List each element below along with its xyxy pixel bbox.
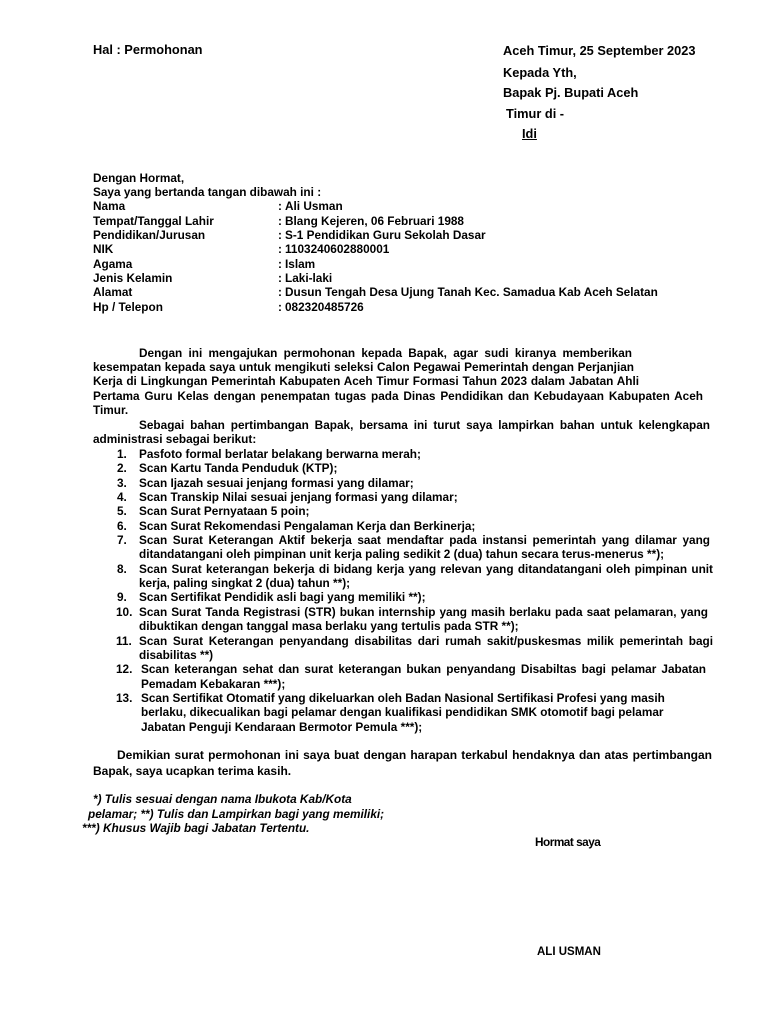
- list-item-text: ditandatangani oleh pimpinan unit kerja paling sedikit 2 (dua) tahun secara terus-menerus **);: [139, 547, 665, 561]
- identity-separator: :: [278, 271, 282, 285]
- identity-label: Hp / Telepon: [93, 300, 163, 314]
- list-item-text: Scan Surat Rekomendasi Pengalaman Kerja dan Berkinerja;: [139, 519, 476, 533]
- list-item-number: 3.: [117, 476, 127, 490]
- identity-separator: :: [278, 228, 282, 242]
- paragraph-line: Pertama Guru Kelas dengan penempatan tugas pada Dinas Pendidikan dan Kebudayaan Kabupaten Aceh: [93, 389, 703, 403]
- identity-label: Alamat: [93, 285, 133, 299]
- intro-statement: Saya yang bertanda tangan dibawah ini :: [93, 185, 322, 199]
- recipient-city: Idi: [522, 126, 537, 141]
- list-item-number: 8.: [117, 562, 127, 576]
- identity-value: Blang Kejeren, 06 Februari 1988: [285, 214, 464, 228]
- footnote-line: ***) Khusus Wajib bagi Jabatan Tertentu.: [82, 821, 310, 835]
- identity-value: Laki-laki: [285, 271, 333, 285]
- identity-separator: :: [278, 242, 282, 256]
- list-item-text: Scan Surat Keterangan penyandang disabilitas dari rumah sakit/puskesmas milik pemerintah bagi: [139, 634, 713, 648]
- list-item-number: 13.: [116, 691, 133, 705]
- identity-value: Ali Usman: [285, 199, 343, 213]
- list-item-number: 9.: [117, 590, 127, 604]
- list-item-number: 6.: [117, 519, 127, 533]
- identity-separator: :: [278, 300, 282, 314]
- paragraph-line: Timur.: [93, 403, 129, 417]
- subject-line: Hal : Permohonan: [93, 42, 203, 57]
- identity-value: Islam: [285, 257, 316, 271]
- list-item-text: Scan Surat Keterangan Aktif bekerja saat mendaftar pada instansi pemerintah yang dilamar yang: [139, 533, 710, 547]
- paragraph-line: Kerja di Lingkungan Pemerintah Kabupaten Aceh Timur Formasi Tahun 2023 dalam Jabatan Ahli: [93, 374, 639, 388]
- paragraph-line: kesempatan kepada saya untuk mengikuti seleksi Calon Pegawai Pemerintah dengan Perjanjian: [93, 360, 634, 374]
- list-item-text: Jabatan Penguji Kendaraan Bermotor Pemula ***);: [141, 720, 423, 734]
- identity-label: Jenis Kelamin: [93, 271, 173, 285]
- list-item-text: Scan Transkip Nilai sesuai jenjang formasi yang dilamar;: [139, 490, 458, 504]
- identity-separator: :: [278, 199, 282, 213]
- list-item-text: Pasfoto formal berlatar belakang berwarna merah;: [139, 447, 421, 461]
- paragraph-line: Bapak, saya ucapkan terima kasih.: [93, 764, 292, 778]
- identity-separator: :: [278, 257, 282, 271]
- list-item-number: 11.: [116, 634, 132, 648]
- greeting: Dengan Hormat,: [93, 171, 185, 185]
- signer-name: ALI USMAN: [537, 946, 601, 958]
- identity-separator: :: [278, 285, 282, 299]
- list-item-text: Scan Surat Pernyataan 5 poin;: [139, 504, 310, 518]
- recipient-addressee: Bapak Pj. Bupati Aceh: [503, 85, 639, 100]
- paragraph-line: Sebagai bahan pertimbangan Bapak, bersama ini turut saya lampirkan bahan untuk kelengkapan: [139, 418, 710, 432]
- list-item-text: Scan Surat keterangan bekerja di bidang kerja yang relevan yang ditandatangani oleh pimpinan unit: [139, 562, 713, 576]
- footnote-line: *) Tulis sesuai dengan nama Ibukota Kab/Kota: [93, 792, 352, 806]
- recipient-salutation: Kepada Yth,: [503, 65, 577, 80]
- list-item-number: 5.: [117, 504, 127, 518]
- identity-value: 1103240602880001: [285, 242, 390, 256]
- list-item-number: 10.: [116, 605, 133, 619]
- list-item-text: Scan Kartu Tanda Penduduk (KTP);: [139, 461, 338, 475]
- footnote-line: pelamar; **) Tulis dan Lampirkan bagi yang memiliki;: [88, 807, 385, 821]
- list-item-text: berlaku, dikecualikan bagi pelamar dengan kualifikasi pendidikan SMK otomotif bagi pelamar: [141, 705, 664, 719]
- identity-label: Pendidikan/Jurusan: [93, 228, 206, 242]
- list-item-text: dibuktikan dengan tanggal masa berlaku yang tertulis pada STR **);: [139, 619, 519, 633]
- paragraph-line: administrasi sebagai berikut:: [93, 432, 257, 446]
- list-item-text: Scan keterangan sehat dan surat keterangan bukan penyandang Disabiltas bagi pelamar Jabatan: [141, 662, 706, 676]
- identity-label: Nama: [93, 199, 126, 213]
- list-item-text: Scan Sertifikat Otomatif yang dikeluarkan oleh Badan Nasional Sertifikasi Profesi yang masih: [141, 691, 665, 705]
- identity-value: S-1 Pendidikan Guru Sekolah Dasar: [285, 228, 486, 242]
- recipient-region: Timur di -: [506, 106, 565, 121]
- paragraph-line: Dengan ini mengajukan permohonan kepada Bapak, agar sudi kiranya memberikan: [139, 346, 632, 360]
- closing-salutation: Hormat saya: [535, 835, 601, 849]
- list-item-text: Pemadam Kebakaran ***);: [141, 677, 286, 691]
- identity-label: NIK: [93, 242, 114, 256]
- identity-label: Agama: [93, 257, 133, 271]
- list-item-number: 12.: [116, 662, 133, 676]
- place-date: Aceh Timur, 25 September 2023: [503, 43, 696, 58]
- identity-separator: :: [278, 214, 282, 228]
- list-item-text: kerja, paling singkat 2 (dua) tahun **);: [139, 576, 351, 590]
- list-item-text: disabilitas **): [139, 648, 214, 662]
- identity-label: Tempat/Tanggal Lahir: [93, 214, 214, 228]
- identity-value: Dusun Tengah Desa Ujung Tanah Kec. Samadua Kab Aceh Selatan: [285, 285, 658, 299]
- list-item-number: 2.: [117, 461, 127, 475]
- list-item-text: Scan Surat Tanda Registrasi (STR) bukan internship yang masih berlaku pada saat pelamaran, yang: [139, 605, 708, 619]
- identity-value: 082320485726: [285, 300, 364, 314]
- list-item-number: 1.: [117, 447, 127, 461]
- list-item-number: 7.: [117, 533, 127, 547]
- list-item-text: Scan Ijazah sesuai jenjang formasi yang dilamar;: [139, 476, 414, 490]
- paragraph-line: Demikian surat permohonan ini saya buat dengan harapan terkabul hendaknya dan atas pertimbangan: [117, 748, 712, 762]
- list-item-text: Scan Sertifikat Pendidik asli bagi yang memiliki **);: [139, 590, 426, 604]
- list-item-number: 4.: [117, 490, 127, 504]
